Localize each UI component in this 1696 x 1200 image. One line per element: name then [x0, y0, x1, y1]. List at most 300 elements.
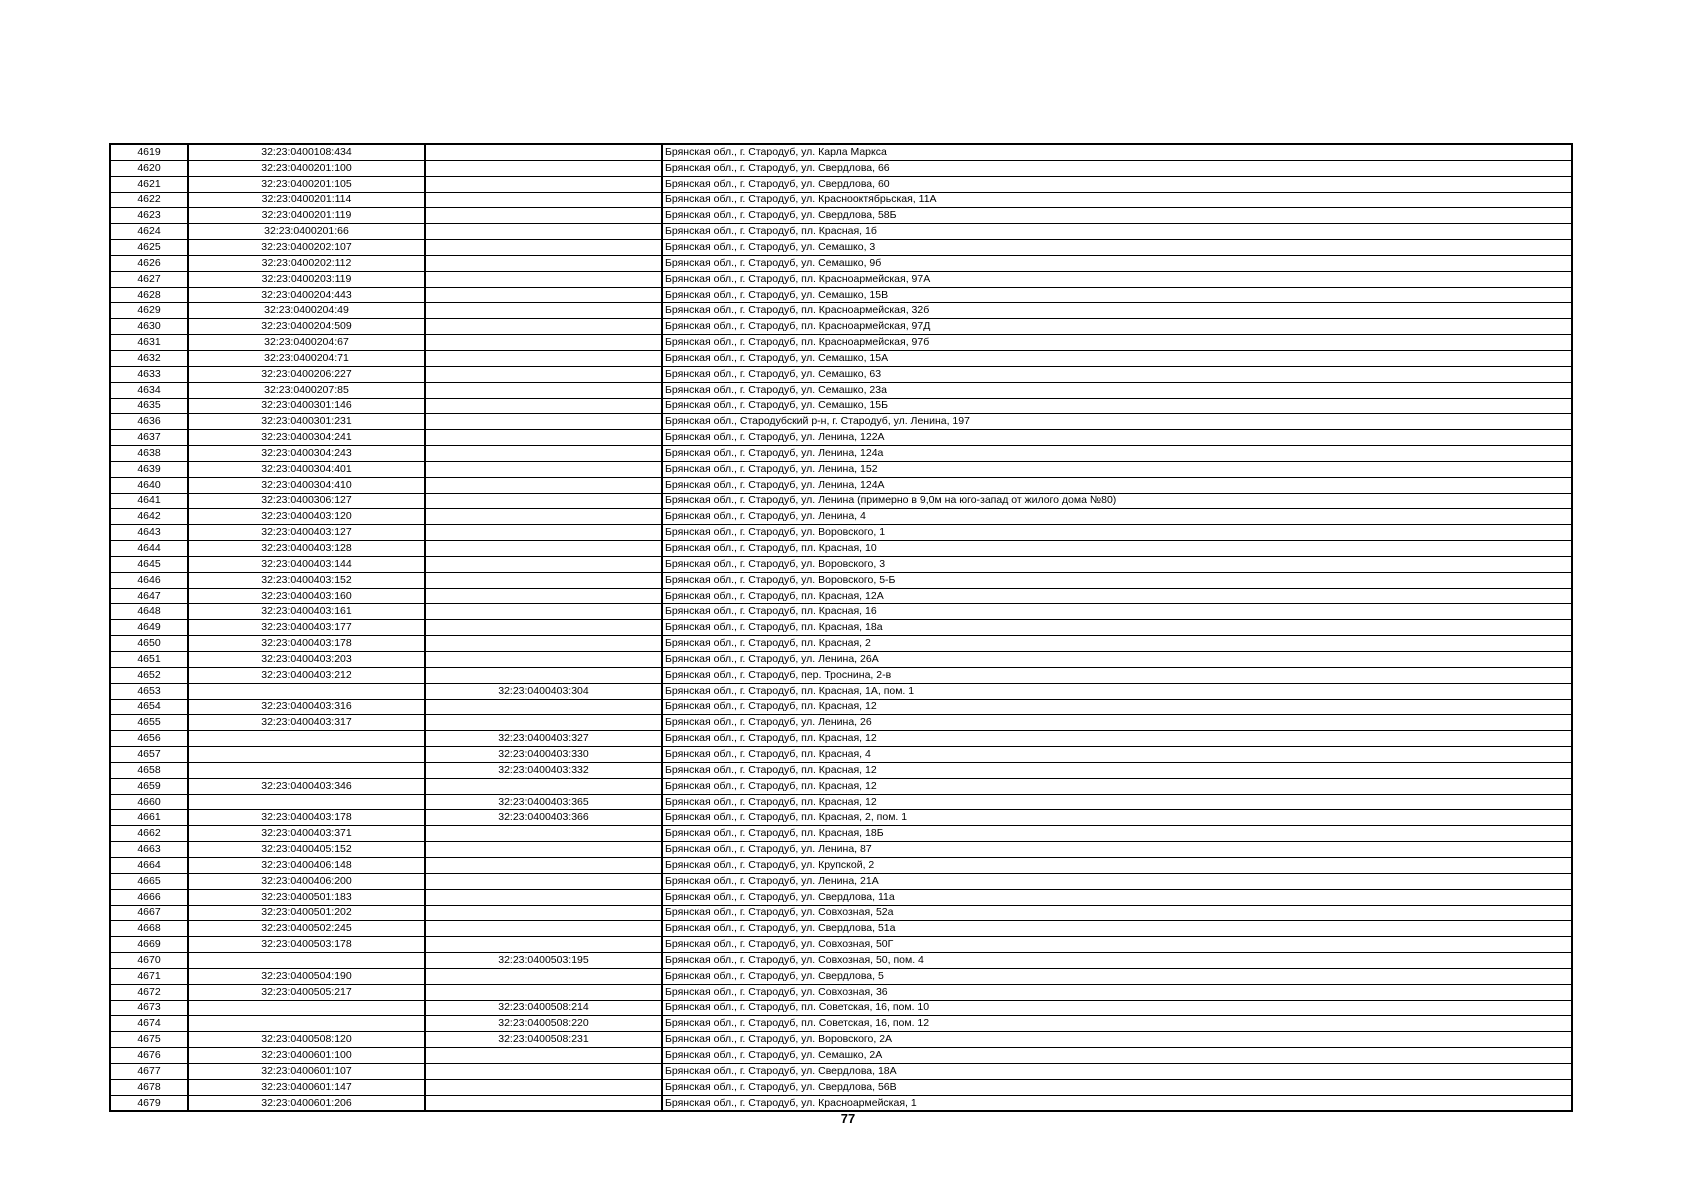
address-cell: Брянская обл., г. Стародуб, ул. Свердлова, 66: [662, 160, 1572, 176]
table-row: [110, 826, 1572, 842]
building-cadastral-number-cell: [425, 350, 662, 366]
address-cell: Брянская обл., г. Стародуб, пл. Советская, 16, пом. 12: [662, 1016, 1572, 1032]
table-row: [110, 652, 1572, 668]
land-cadastral-number-cell: [188, 953, 425, 969]
land-cadastral-number-cell: 32:23:0400403:120: [188, 509, 425, 525]
row-number-cell: 4656: [110, 731, 188, 747]
table-row: [110, 192, 1572, 208]
address-cell: Брянская обл., г. Стародуб, ул. Семашко, 63: [662, 366, 1572, 382]
land-cadastral-number-cell: 32:23:0400403:346: [188, 778, 425, 794]
address-cell: Брянская обл., г. Стародуб, пл. Красная, 18а: [662, 620, 1572, 636]
table-row: [110, 287, 1572, 303]
building-cadastral-number-cell: 32:23:0400403:332: [425, 762, 662, 778]
row-number-cell: 4667: [110, 905, 188, 921]
table-row: [110, 1000, 1572, 1016]
land-cadastral-number-cell: 32:23:0400601:206: [188, 1095, 425, 1111]
building-cadastral-number-cell: [425, 477, 662, 493]
address-cell: Брянская обл., г. Стародуб, ул. Семашко, 15В: [662, 287, 1572, 303]
table-row: [110, 461, 1572, 477]
row-number-cell: 4648: [110, 604, 188, 620]
land-cadastral-number-cell: 32:23:0400502:245: [188, 921, 425, 937]
row-number-cell: 4628: [110, 287, 188, 303]
table-row: [110, 778, 1572, 794]
table-row: [110, 715, 1572, 731]
building-cadastral-number-cell: [425, 335, 662, 351]
table-row: [110, 857, 1572, 873]
address-cell: Брянская обл., г. Стародуб, ул. Воровского, 3: [662, 556, 1572, 572]
land-cadastral-number-cell: 32:23:0400204:509: [188, 319, 425, 335]
building-cadastral-number-cell: [425, 889, 662, 905]
address-cell: Брянская обл., г. Стародуб, пл. Красная, 12: [662, 794, 1572, 810]
land-cadastral-number-cell: 32:23:0400501:202: [188, 905, 425, 921]
building-cadastral-number-cell: [425, 699, 662, 715]
address-cell: Брянская обл., г. Стародуб, ул. Ленина, 26: [662, 715, 1572, 731]
address-cell: Брянская обл., г. Стародуб, ул. Совхозная, 36: [662, 984, 1572, 1000]
address-cell: Брянская обл., г. Стародуб, пл. Красная, 1А, пом. 1: [662, 683, 1572, 699]
table-row: [110, 747, 1572, 763]
address-cell: Брянская обл., г. Стародуб, ул. Ленина, 122А: [662, 430, 1572, 446]
land-cadastral-number-cell: 32:23:0400201:119: [188, 208, 425, 224]
table-row: [110, 731, 1572, 747]
address-cell: Брянская обл., г. Стародуб, ул. Свердлова, 5: [662, 968, 1572, 984]
row-number-cell: 4664: [110, 857, 188, 873]
table-row: [110, 350, 1572, 366]
table-row: [110, 1048, 1572, 1064]
building-cadastral-number-cell: [425, 556, 662, 572]
table-row: [110, 398, 1572, 414]
address-cell: Брянская обл., г. Стародуб, пл. Красная, 12: [662, 778, 1572, 794]
building-cadastral-number-cell: [425, 984, 662, 1000]
building-cadastral-number-cell: [425, 1095, 662, 1111]
address-cell: Брянская обл., г. Стародуб, ул. Свердлова, 58Б: [662, 208, 1572, 224]
land-cadastral-number-cell: 32:23:0400206:227: [188, 366, 425, 382]
land-cadastral-number-cell: 32:23:0400204:443: [188, 287, 425, 303]
address-cell: Брянская обл., г. Стародуб, пл. Красная, 12: [662, 699, 1572, 715]
row-number-cell: 4632: [110, 350, 188, 366]
building-cadastral-number-cell: [425, 778, 662, 794]
table-row: [110, 810, 1572, 826]
registry-table: [109, 143, 1573, 1112]
table-row: [110, 303, 1572, 319]
building-cadastral-number-cell: [425, 287, 662, 303]
address-cell: Брянская обл., г. Стародуб, ул. Совхозная, 50Г: [662, 937, 1572, 953]
address-cell: Брянская обл., г. Стародуб, ул. Семашко, 2А: [662, 1048, 1572, 1064]
address-cell: Брянская обл., г. Стародуб, пл. Красная, 1б: [662, 224, 1572, 240]
land-cadastral-number-cell: 32:23:0400503:178: [188, 937, 425, 953]
row-number-cell: 4659: [110, 778, 188, 794]
row-number-cell: 4641: [110, 493, 188, 509]
building-cadastral-number-cell: [425, 620, 662, 636]
address-cell: Брянская обл., г. Стародуб, ул. Ленина, 4: [662, 509, 1572, 525]
building-cadastral-number-cell: 32:23:0400508:214: [425, 1000, 662, 1016]
row-number-cell: 4661: [110, 810, 188, 826]
building-cadastral-number-cell: [425, 509, 662, 525]
building-cadastral-number-cell: [425, 255, 662, 271]
land-cadastral-number-cell: [188, 762, 425, 778]
land-cadastral-number-cell: 32:23:0400204:71: [188, 350, 425, 366]
address-cell: Брянская обл., г. Стародуб, ул. Ленина, 21А: [662, 873, 1572, 889]
land-cadastral-number-cell: 32:23:0400306:127: [188, 493, 425, 509]
building-cadastral-number-cell: [425, 224, 662, 240]
building-cadastral-number-cell: [425, 525, 662, 541]
row-number-cell: 4666: [110, 889, 188, 905]
land-cadastral-number-cell: 32:23:0400601:107: [188, 1063, 425, 1079]
row-number-cell: 4637: [110, 430, 188, 446]
land-cadastral-number-cell: 32:23:0400406:148: [188, 857, 425, 873]
address-cell: Брянская обл., г. Стародуб, ул. Красноармейская, 1: [662, 1095, 1572, 1111]
address-cell: Брянская обл., г. Стародуб, пл. Красноармейская, 97б: [662, 335, 1572, 351]
table-row: [110, 953, 1572, 969]
row-number-cell: 4634: [110, 382, 188, 398]
land-cadastral-number-cell: 32:23:0400403:144: [188, 556, 425, 572]
table-row: [110, 873, 1572, 889]
row-number-cell: 4630: [110, 319, 188, 335]
building-cadastral-number-cell: [425, 873, 662, 889]
address-cell: Брянская обл., г. Стародуб, пер. Троснина, 2-в: [662, 667, 1572, 683]
row-number-cell: 4625: [110, 240, 188, 256]
table-row: [110, 224, 1572, 240]
table-row: [110, 762, 1572, 778]
building-cadastral-number-cell: [425, 493, 662, 509]
land-cadastral-number-cell: 32:23:0400204:67: [188, 335, 425, 351]
building-cadastral-number-cell: 32:23:0400403:365: [425, 794, 662, 810]
address-cell: Брянская обл., г. Стародуб, пл. Красноармейская, 97А: [662, 271, 1572, 287]
row-number-cell: 4645: [110, 556, 188, 572]
table-row: [110, 1079, 1572, 1095]
address-cell: Брянская обл., г. Стародуб, ул. Крупской, 2: [662, 857, 1572, 873]
building-cadastral-number-cell: [425, 857, 662, 873]
row-number-cell: 4624: [110, 224, 188, 240]
row-number-cell: 4662: [110, 826, 188, 842]
row-number-cell: 4635: [110, 398, 188, 414]
building-cadastral-number-cell: [425, 319, 662, 335]
table-row: [110, 477, 1572, 493]
table-row: [110, 667, 1572, 683]
table-row: [110, 1095, 1572, 1111]
table-row: [110, 620, 1572, 636]
building-cadastral-number-cell: [425, 303, 662, 319]
building-cadastral-number-cell: [425, 572, 662, 588]
land-cadastral-number-cell: 32:23:0400201:105: [188, 176, 425, 192]
table-row: [110, 636, 1572, 652]
address-cell: Брянская обл., г. Стародуб, пл. Красная, 12: [662, 731, 1572, 747]
row-number-cell: 4652: [110, 667, 188, 683]
address-cell: Брянская обл., г. Стародуб, ул. Ленина, 87: [662, 842, 1572, 858]
land-cadastral-number-cell: 32:23:0400403:371: [188, 826, 425, 842]
building-cadastral-number-cell: 32:23:0400508:220: [425, 1016, 662, 1032]
table-row: [110, 208, 1572, 224]
land-cadastral-number-cell: 32:23:0400403:203: [188, 652, 425, 668]
row-number-cell: 4649: [110, 620, 188, 636]
land-cadastral-number-cell: 32:23:0400403:161: [188, 604, 425, 620]
building-cadastral-number-cell: [425, 144, 662, 160]
address-cell: Брянская обл., г. Стародуб, пл. Красная, 2, пом. 1: [662, 810, 1572, 826]
building-cadastral-number-cell: [425, 842, 662, 858]
row-number-cell: 4629: [110, 303, 188, 319]
building-cadastral-number-cell: 32:23:0400403:330: [425, 747, 662, 763]
table-row: [110, 319, 1572, 335]
table-row: [110, 525, 1572, 541]
building-cadastral-number-cell: [425, 240, 662, 256]
land-cadastral-number-cell: 32:23:0400403:160: [188, 588, 425, 604]
table-row: [110, 968, 1572, 984]
land-cadastral-number-cell: 32:23:0400108:434: [188, 144, 425, 160]
building-cadastral-number-cell: [425, 715, 662, 731]
land-cadastral-number-cell: 32:23:0400403:127: [188, 525, 425, 541]
land-cadastral-number-cell: [188, 1016, 425, 1032]
row-number-cell: 4640: [110, 477, 188, 493]
address-cell: Брянская обл., г. Стародуб, ул. Ленина, 152: [662, 461, 1572, 477]
building-cadastral-number-cell: [425, 667, 662, 683]
building-cadastral-number-cell: [425, 1048, 662, 1064]
table-row: [110, 446, 1572, 462]
table-row: [110, 921, 1572, 937]
building-cadastral-number-cell: [425, 588, 662, 604]
row-number-cell: 4619: [110, 144, 188, 160]
table-row: [110, 414, 1572, 430]
building-cadastral-number-cell: [425, 1079, 662, 1095]
row-number-cell: 4660: [110, 794, 188, 810]
row-number-cell: 4621: [110, 176, 188, 192]
address-cell: Брянская обл., г. Стародуб, пл. Советская, 16, пом. 10: [662, 1000, 1572, 1016]
address-cell: Брянская обл., г. Стародуб, ул. Свердлова, 60: [662, 176, 1572, 192]
table-row: [110, 699, 1572, 715]
row-number-cell: 4675: [110, 1032, 188, 1048]
address-cell: Брянская обл., г. Стародуб, ул. Совхозная, 50, пом. 4: [662, 953, 1572, 969]
table-row: [110, 937, 1572, 953]
building-cadastral-number-cell: [425, 271, 662, 287]
address-cell: Брянская обл., г. Стародуб, ул. Семашко, 3: [662, 240, 1572, 256]
table-row: [110, 905, 1572, 921]
table-row: [110, 889, 1572, 905]
land-cadastral-number-cell: 32:23:0400304:241: [188, 430, 425, 446]
building-cadastral-number-cell: 32:23:0400403:304: [425, 683, 662, 699]
building-cadastral-number-cell: [425, 446, 662, 462]
table-row: [110, 842, 1572, 858]
land-cadastral-number-cell: 32:23:0400403:152: [188, 572, 425, 588]
land-cadastral-number-cell: 32:23:0400304:243: [188, 446, 425, 462]
row-number-cell: 4674: [110, 1016, 188, 1032]
address-cell: Брянская обл., г. Стародуб, ул. Краснооктябрьская, 11А: [662, 192, 1572, 208]
building-cadastral-number-cell: [425, 541, 662, 557]
table-row: [110, 493, 1572, 509]
row-number-cell: 4636: [110, 414, 188, 430]
address-cell: Брянская обл., г. Стародуб, ул. Семашко, 9б: [662, 255, 1572, 271]
table-row: [110, 176, 1572, 192]
address-cell: Брянская обл., г. Стародуб, ул. Совхозная, 52а: [662, 905, 1572, 921]
building-cadastral-number-cell: [425, 192, 662, 208]
table-row: [110, 572, 1572, 588]
address-cell: Брянская обл., г. Стародуб, ул. Свердлова, 11а: [662, 889, 1572, 905]
building-cadastral-number-cell: [425, 430, 662, 446]
address-cell: Брянская обл., г. Стародуб, пл. Красная, 16: [662, 604, 1572, 620]
land-cadastral-number-cell: 32:23:0400403:178: [188, 810, 425, 826]
address-cell: Брянская обл., г. Стародуб, пл. Красноармейская, 97Д: [662, 319, 1572, 335]
address-cell: Брянская обл., г. Стародуб, пл. Красная, 12: [662, 762, 1572, 778]
row-number-cell: 4638: [110, 446, 188, 462]
building-cadastral-number-cell: 32:23:0400503:195: [425, 953, 662, 969]
table-row: [110, 1063, 1572, 1079]
row-number-cell: 4668: [110, 921, 188, 937]
table-row: [110, 271, 1572, 287]
land-cadastral-number-cell: 32:23:0400406:200: [188, 873, 425, 889]
land-cadastral-number-cell: [188, 731, 425, 747]
table-row: [110, 255, 1572, 271]
row-number-cell: 4627: [110, 271, 188, 287]
building-cadastral-number-cell: [425, 968, 662, 984]
building-cadastral-number-cell: [425, 937, 662, 953]
address-cell: Брянская обл., г. Стародуб, пл. Красная, 12А: [662, 588, 1572, 604]
address-cell: Брянская обл., г. Стародуб, ул. Воровского, 2А: [662, 1032, 1572, 1048]
land-cadastral-number-cell: 32:23:0400201:66: [188, 224, 425, 240]
table-row: [110, 556, 1572, 572]
land-cadastral-number-cell: 32:23:0400403:128: [188, 541, 425, 557]
table-row: [110, 509, 1572, 525]
row-number-cell: 4665: [110, 873, 188, 889]
address-cell: Брянская обл., г. Стародуб, ул. Семашко, 23а: [662, 382, 1572, 398]
row-number-cell: 4647: [110, 588, 188, 604]
building-cadastral-number-cell: [425, 366, 662, 382]
building-cadastral-number-cell: 32:23:0400508:231: [425, 1032, 662, 1048]
building-cadastral-number-cell: [425, 398, 662, 414]
building-cadastral-number-cell: [425, 208, 662, 224]
land-cadastral-number-cell: 32:23:0400301:231: [188, 414, 425, 430]
row-number-cell: 4639: [110, 461, 188, 477]
building-cadastral-number-cell: [425, 826, 662, 842]
address-cell: Брянская обл., г. Стародуб, ул. Семашко, 15Б: [662, 398, 1572, 414]
address-cell: Брянская обл., г. Стародуб, ул. Ленина, 26А: [662, 652, 1572, 668]
row-number-cell: 4622: [110, 192, 188, 208]
address-cell: Брянская обл., г. Стародуб, пл. Красная, 4: [662, 747, 1572, 763]
table-row: [110, 1016, 1572, 1032]
table-row: [110, 541, 1572, 557]
row-number-cell: 4646: [110, 572, 188, 588]
land-cadastral-number-cell: 32:23:0400301:146: [188, 398, 425, 414]
land-cadastral-number-cell: 32:23:0400201:114: [188, 192, 425, 208]
land-cadastral-number-cell: 32:23:0400504:190: [188, 968, 425, 984]
building-cadastral-number-cell: [425, 160, 662, 176]
table-row: [110, 604, 1572, 620]
address-cell: Брянская обл., г. Стародуб, ул. Семашко, 15А: [662, 350, 1572, 366]
building-cadastral-number-cell: 32:23:0400403:327: [425, 731, 662, 747]
row-number-cell: 4663: [110, 842, 188, 858]
row-number-cell: 4626: [110, 255, 188, 271]
land-cadastral-number-cell: [188, 683, 425, 699]
page-number: 77: [840, 1111, 856, 1126]
table-row: [110, 1032, 1572, 1048]
land-cadastral-number-cell: [188, 794, 425, 810]
row-number-cell: 4633: [110, 366, 188, 382]
row-number-cell: 4657: [110, 747, 188, 763]
row-number-cell: 4643: [110, 525, 188, 541]
row-number-cell: 4623: [110, 208, 188, 224]
row-number-cell: 4671: [110, 968, 188, 984]
address-cell: Брянская обл., г. Стародуб, пл. Красная, 18Б: [662, 826, 1572, 842]
table-row: [110, 794, 1572, 810]
row-number-cell: 4620: [110, 160, 188, 176]
table-row: [110, 160, 1572, 176]
address-cell: Брянская обл., г. Стародуб, ул. Свердлова, 18А: [662, 1063, 1572, 1079]
land-cadastral-number-cell: 32:23:0400403:317: [188, 715, 425, 731]
table-row: [110, 240, 1572, 256]
row-number-cell: 4676: [110, 1048, 188, 1064]
building-cadastral-number-cell: 32:23:0400403:366: [425, 810, 662, 826]
table-row: [110, 588, 1572, 604]
address-cell: Брянская обл., г. Стародуб, ул. Карла Маркса: [662, 144, 1572, 160]
table-row: [110, 984, 1572, 1000]
table-row: [110, 144, 1572, 160]
address-cell: Брянская обл., г. Стародуб, ул. Ленина (примерно в 9,0м на юго-запад от жилого дома №80): [662, 493, 1572, 509]
land-cadastral-number-cell: 32:23:0400403:178: [188, 636, 425, 652]
building-cadastral-number-cell: [425, 921, 662, 937]
building-cadastral-number-cell: [425, 652, 662, 668]
address-cell: Брянская обл., г. Стародуб, ул. Свердлова, 51а: [662, 921, 1572, 937]
land-cadastral-number-cell: 32:23:0400508:120: [188, 1032, 425, 1048]
land-cadastral-number-cell: 32:23:0400601:147: [188, 1079, 425, 1095]
land-cadastral-number-cell: 32:23:0400304:410: [188, 477, 425, 493]
table-row: [110, 366, 1572, 382]
row-number-cell: 4631: [110, 335, 188, 351]
land-cadastral-number-cell: [188, 747, 425, 763]
table-row: [110, 335, 1572, 351]
land-cadastral-number-cell: 32:23:0400505:217: [188, 984, 425, 1000]
land-cadastral-number-cell: 32:23:0400403:177: [188, 620, 425, 636]
row-number-cell: 4677: [110, 1063, 188, 1079]
address-cell: Брянская обл., г. Стародуб, ул. Ленина, 124а: [662, 446, 1572, 462]
land-cadastral-number-cell: 32:23:0400601:100: [188, 1048, 425, 1064]
land-cadastral-number-cell: 32:23:0400405:152: [188, 842, 425, 858]
row-number-cell: 4653: [110, 683, 188, 699]
land-cadastral-number-cell: 32:23:0400403:316: [188, 699, 425, 715]
land-cadastral-number-cell: 32:23:0400202:112: [188, 255, 425, 271]
building-cadastral-number-cell: [425, 905, 662, 921]
address-cell: Брянская обл., г. Стародуб, ул. Свердлова, 56В: [662, 1079, 1572, 1095]
building-cadastral-number-cell: [425, 176, 662, 192]
building-cadastral-number-cell: [425, 1063, 662, 1079]
row-number-cell: 4651: [110, 652, 188, 668]
land-cadastral-number-cell: 32:23:0400304:401: [188, 461, 425, 477]
table-row: [110, 430, 1572, 446]
row-number-cell: 4670: [110, 953, 188, 969]
registry-table-body: [110, 144, 1572, 1111]
land-cadastral-number-cell: 32:23:0400403:212: [188, 667, 425, 683]
land-cadastral-number-cell: 32:23:0400207:85: [188, 382, 425, 398]
address-cell: Брянская обл., Стародубский р-н, г. Стародуб, ул. Ленина, 197: [662, 414, 1572, 430]
row-number-cell: 4654: [110, 699, 188, 715]
row-number-cell: 4658: [110, 762, 188, 778]
row-number-cell: 4642: [110, 509, 188, 525]
address-cell: Брянская обл., г. Стародуб, пл. Красная, 2: [662, 636, 1572, 652]
building-cadastral-number-cell: [425, 414, 662, 430]
table-row: [110, 382, 1572, 398]
land-cadastral-number-cell: 32:23:0400204:49: [188, 303, 425, 319]
address-cell: Брянская обл., г. Стародуб, пл. Красная, 10: [662, 541, 1572, 557]
row-number-cell: 4655: [110, 715, 188, 731]
row-number-cell: 4678: [110, 1079, 188, 1095]
row-number-cell: 4644: [110, 541, 188, 557]
row-number-cell: 4650: [110, 636, 188, 652]
row-number-cell: 4679: [110, 1095, 188, 1111]
land-cadastral-number-cell: 32:23:0400501:183: [188, 889, 425, 905]
building-cadastral-number-cell: [425, 636, 662, 652]
table-row: [110, 683, 1572, 699]
land-cadastral-number-cell: 32:23:0400202:107: [188, 240, 425, 256]
building-cadastral-number-cell: [425, 382, 662, 398]
row-number-cell: 4673: [110, 1000, 188, 1016]
row-number-cell: 4669: [110, 937, 188, 953]
address-cell: Брянская обл., г. Стародуб, ул. Воровского, 1: [662, 525, 1572, 541]
land-cadastral-number-cell: [188, 1000, 425, 1016]
